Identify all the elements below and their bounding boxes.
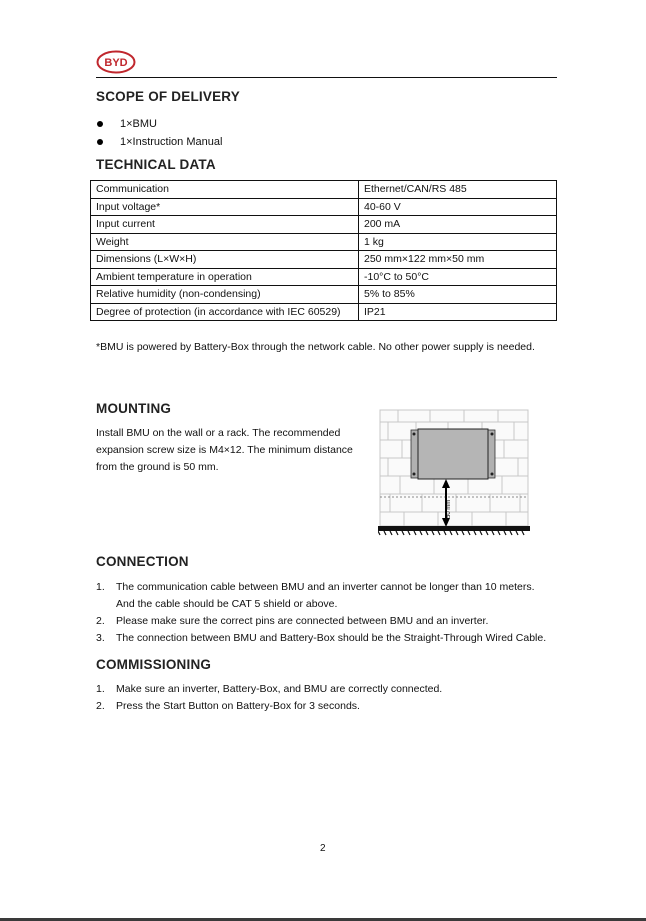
spec-value: Ethernet/CAN/RS 485	[359, 181, 557, 199]
spec-value: 5% to 85%	[359, 286, 557, 304]
table-row	[91, 216, 557, 234]
list-item	[96, 613, 546, 630]
list-item	[96, 579, 546, 613]
spec-label: Ambient temperature in operation	[91, 268, 359, 286]
spec-label: Communication	[91, 181, 359, 199]
spec-label: Weight	[91, 233, 359, 251]
table-row	[91, 286, 557, 304]
step-number: 2.	[96, 700, 105, 712]
power-footnote: *BMU is powered by Battery-Box through the network cable. No other power supply is needed.	[96, 341, 535, 353]
step-text: The connection between BMU and Battery-Box should be the Straight-Through Wired Cable.	[116, 632, 547, 644]
bullet-icon	[97, 139, 103, 145]
scope-heading: SCOPE OF DELIVERY	[96, 89, 240, 104]
connection-steps	[96, 579, 546, 647]
step-text	[116, 579, 535, 613]
spec-value: 40-60 V	[359, 198, 557, 216]
technical-data-table	[90, 180, 557, 321]
step-number: 1.	[96, 683, 105, 695]
step-number: 2.	[96, 615, 105, 627]
spec-label: Relative humidity (non-condensing)	[91, 286, 359, 304]
bullet-icon	[97, 121, 103, 127]
distance-label: 50 mm	[446, 499, 452, 518]
mounting-heading: MOUNTING	[96, 401, 172, 416]
commissioning-steps	[96, 681, 442, 715]
logo-text: BYD	[104, 57, 128, 69]
step-text: Make sure an inverter, Battery-Box, and BMU are correctly connected.	[116, 683, 443, 695]
step-line: And the cable should be CAT 5 shield or above.	[116, 598, 338, 610]
table-row	[91, 181, 557, 199]
spec-value: IP21	[359, 303, 557, 321]
scope-item	[96, 133, 222, 151]
step-number: 1.	[96, 581, 105, 593]
spec-label: Input current	[91, 216, 359, 234]
mounting-line: expansion screw size is M4×12. The minimum distance	[96, 444, 353, 456]
connection-heading: CONNECTION	[96, 554, 189, 569]
mounting-text	[96, 425, 366, 476]
table-row	[91, 198, 557, 216]
scope-list	[96, 115, 222, 151]
scope-item-text: 1×BMU	[120, 118, 157, 130]
commissioning-heading: COMMISSIONING	[96, 657, 212, 672]
step-text: Press the Start Button on Battery-Box for 3 seconds.	[116, 700, 360, 712]
spec-label: Degree of protection (in accordance with IEC 60529)	[91, 303, 359, 321]
spec-label: Dimensions (L×W×H)	[91, 251, 359, 269]
table-row	[91, 303, 557, 321]
bmu-device-icon	[411, 429, 495, 479]
spec-value: 250 mm×122 mm×50 mm	[359, 251, 557, 269]
list-item	[96, 698, 442, 715]
mounting-line: Install BMU on the wall or a rack. The recommended	[96, 427, 341, 439]
scope-item	[96, 115, 222, 133]
spec-value: 1 kg	[359, 233, 557, 251]
mounting-diagram	[378, 408, 530, 536]
spec-value: 200 mA	[359, 216, 557, 234]
mounting-line: from the ground is 50 mm.	[96, 461, 219, 473]
spec-label: Input voltage*	[91, 198, 359, 216]
spec-value: -10°C to 50°C	[359, 268, 557, 286]
header-divider	[96, 77, 557, 78]
technical-heading: TECHNICAL DATA	[96, 157, 216, 172]
table-row	[91, 233, 557, 251]
ground-icon	[378, 526, 530, 535]
byd-logo	[96, 50, 136, 74]
scope-item-text: 1×Instruction Manual	[120, 136, 223, 148]
list-item	[96, 630, 546, 647]
list-item	[96, 681, 442, 698]
step-number: 3.	[96, 632, 105, 644]
page-number: 2	[320, 843, 326, 854]
step-line: The communication cable between BMU and an inverter cannot be longer than 10 meters.	[116, 581, 535, 593]
table-row	[91, 268, 557, 286]
table-row	[91, 251, 557, 269]
step-text: Please make sure the correct pins are connected between BMU and an inverter.	[116, 615, 489, 627]
